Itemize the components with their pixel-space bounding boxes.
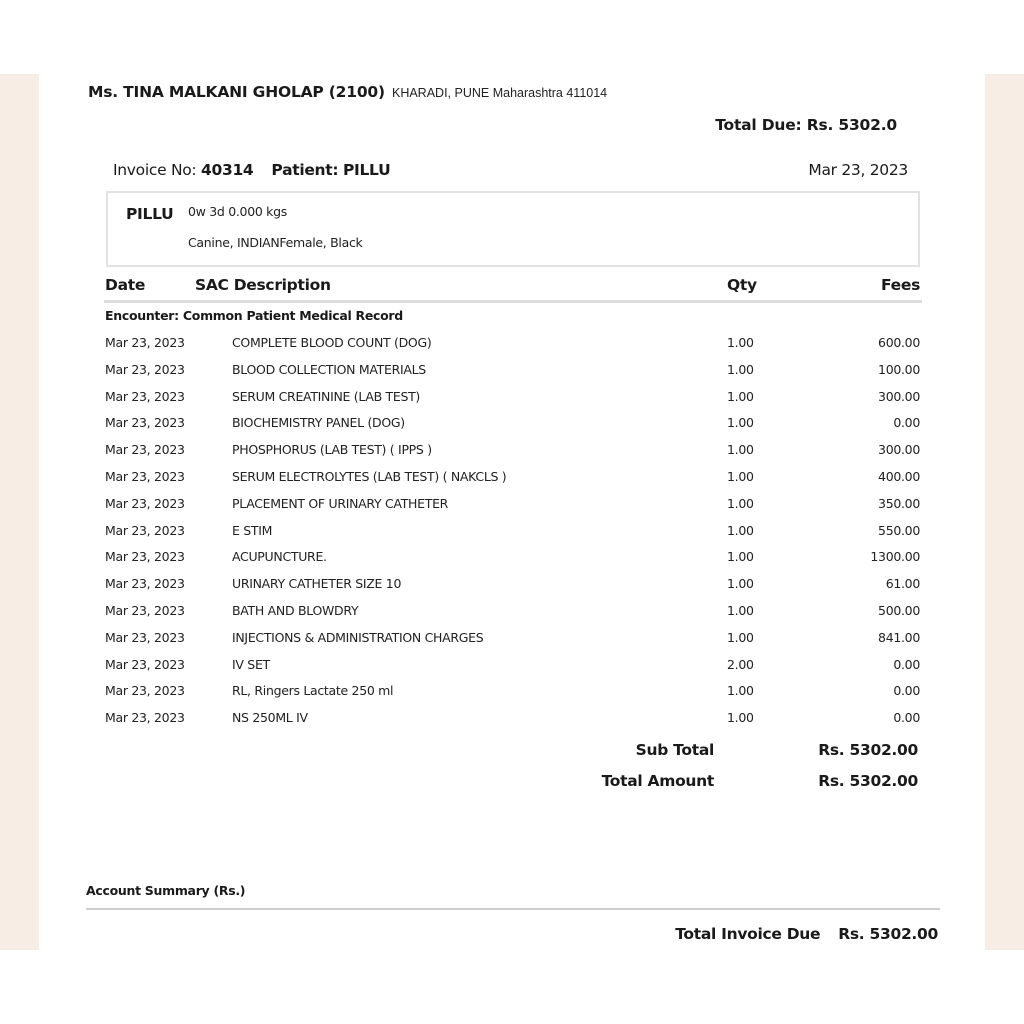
table-row	[104, 440, 922, 467]
total-amount-label: Total Amount	[601, 772, 714, 790]
row-fees: 500.00	[878, 602, 920, 618]
row-qty: 1.00	[727, 415, 754, 431]
row-date: Mar 23, 2023	[105, 415, 185, 431]
row-date: Mar 23, 2023	[105, 602, 185, 618]
total-invoice-due	[675, 925, 938, 943]
account-summary-divider	[86, 908, 940, 910]
table-row	[104, 547, 922, 574]
row-description: NS 250ML IV	[232, 710, 308, 726]
row-fees: 841.00	[878, 629, 920, 645]
row-description: ACUPUNCTURE.	[232, 549, 327, 565]
row-qty: 1.00	[727, 710, 754, 726]
clinic-header	[88, 82, 607, 101]
row-fees: 1300.00	[870, 549, 920, 565]
row-qty: 1.00	[727, 495, 754, 511]
account-summary-title: Account Summary (Rs.)	[86, 883, 246, 898]
row-description: PHOSPHORUS (LAB TEST) ( IPPS )	[232, 442, 432, 458]
sub-total-label: Sub Total	[635, 741, 714, 759]
total-amount-value: Rs. 5302.00	[818, 772, 918, 790]
totals-section	[560, 741, 920, 803]
row-description: COMPLETE BLOOD COUNT (DOG)	[232, 335, 432, 350]
row-date: Mar 23, 2023	[105, 549, 185, 565]
table-row	[104, 708, 922, 735]
table-row	[104, 413, 922, 440]
table-row	[104, 387, 922, 414]
line-items	[104, 333, 922, 735]
row-date: Mar 23, 2023	[105, 361, 185, 377]
row-fees: 300.00	[878, 442, 920, 458]
row-fees: 400.00	[878, 468, 920, 484]
row-qty: 1.00	[727, 683, 754, 699]
row-description: BATH AND BLOWDRY	[232, 602, 359, 618]
row-date: Mar 23, 2023	[105, 388, 185, 404]
row-description: PLACEMENT OF URINARY CATHETER	[232, 495, 449, 511]
row-qty: 1.00	[727, 602, 754, 618]
row-fees: 300.00	[878, 388, 920, 404]
row-qty: 1.00	[727, 549, 754, 565]
row-description: E STIM	[232, 522, 273, 538]
row-qty: 1.00	[727, 468, 754, 484]
row-fees: 61.00	[885, 576, 920, 592]
row-qty: 1.00	[727, 629, 754, 645]
row-date: Mar 23, 2023	[105, 629, 185, 645]
encounter-title: Encounter: Common Patient Medical Record	[105, 308, 403, 323]
row-fees: 0.00	[893, 683, 920, 699]
table-row	[104, 467, 922, 494]
row-qty: 1.00	[727, 388, 754, 404]
table-row	[104, 655, 922, 682]
total-invoice-due-value: Rs. 5302.00	[838, 925, 938, 943]
patient-age-weight: 0w 3d 0.000 kgs	[188, 204, 287, 219]
row-qty: 1.00	[727, 335, 754, 350]
row-date: Mar 23, 2023	[105, 656, 185, 672]
table-row	[104, 333, 922, 360]
row-date: Mar 23, 2023	[105, 576, 185, 592]
row-date: Mar 23, 2023	[105, 442, 185, 458]
header-fees: Fees	[880, 276, 920, 294]
right-margin-panel	[985, 74, 1024, 950]
clinic-name: Ms. TINA MALKANI GHOLAP (2100)	[88, 83, 385, 101]
row-qty: 1.00	[727, 522, 754, 538]
row-fees: 350.00	[878, 495, 920, 511]
row-date: Mar 23, 2023	[105, 683, 185, 699]
row-description: IV SET	[232, 656, 270, 672]
table-row	[104, 681, 922, 708]
invoice-info	[113, 161, 390, 179]
row-description: SERUM CREATININE (LAB TEST)	[232, 388, 421, 404]
row-fees: 600.00	[878, 335, 920, 350]
table-row	[104, 601, 922, 628]
sub-total-row	[560, 741, 920, 772]
sub-total-value: Rs. 5302.00	[818, 741, 918, 759]
table-row	[104, 494, 922, 521]
row-date: Mar 23, 2023	[105, 522, 185, 538]
row-fees: 100.00	[878, 361, 920, 377]
total-amount-row	[560, 772, 920, 803]
patient-info-box	[106, 191, 920, 267]
table-row	[104, 521, 922, 548]
row-qty: 1.00	[727, 442, 754, 458]
patient-name: PILLU	[342, 161, 391, 179]
row-fees: 0.00	[893, 656, 920, 672]
header-description: SAC Description	[195, 276, 331, 294]
patient-species-details: Canine, INDIANFemale, Black	[188, 235, 363, 250]
invoice-date: Mar 23, 2023	[808, 161, 908, 179]
row-fees: 0.00	[893, 710, 920, 726]
row-qty: 1.00	[727, 361, 754, 377]
row-fees: 0.00	[893, 415, 920, 431]
left-margin-panel	[0, 74, 39, 950]
patient-label: Patient:	[271, 161, 339, 179]
row-qty: 1.00	[727, 576, 754, 592]
header-date: Date	[105, 276, 146, 294]
table-header	[104, 276, 922, 303]
row-description: INJECTIONS & ADMINISTRATION CHARGES	[232, 629, 484, 645]
row-qty: 2.00	[727, 656, 754, 672]
header-qty: Qty	[727, 276, 757, 294]
table-row	[104, 628, 922, 655]
row-date: Mar 23, 2023	[105, 468, 185, 484]
row-description: SERUM ELECTROLYTES (LAB TEST) ( NAKCLS )	[232, 468, 507, 484]
table-row	[104, 574, 922, 601]
total-invoice-due-label: Total Invoice Due	[675, 925, 821, 943]
invoice-number-label: Invoice No:	[113, 161, 197, 179]
row-date: Mar 23, 2023	[105, 335, 185, 350]
total-due: Total Due: Rs. 5302.0	[715, 116, 897, 134]
row-date: Mar 23, 2023	[105, 495, 185, 511]
row-description: BIOCHEMISTRY PANEL (DOG)	[232, 415, 405, 431]
invoice-number: 40314	[200, 161, 254, 179]
patient-box-name: PILLU	[126, 205, 174, 223]
row-description: BLOOD COLLECTION MATERIALS	[232, 361, 426, 377]
row-date: Mar 23, 2023	[105, 710, 185, 726]
row-description: URINARY CATHETER SIZE 10	[232, 576, 402, 592]
table-row	[104, 360, 922, 387]
row-fees: 550.00	[878, 522, 920, 538]
row-description: RL, Ringers Lactate 250 ml	[232, 683, 394, 699]
clinic-address: KHARADI, PUNE Maharashtra 411014	[391, 86, 608, 100]
